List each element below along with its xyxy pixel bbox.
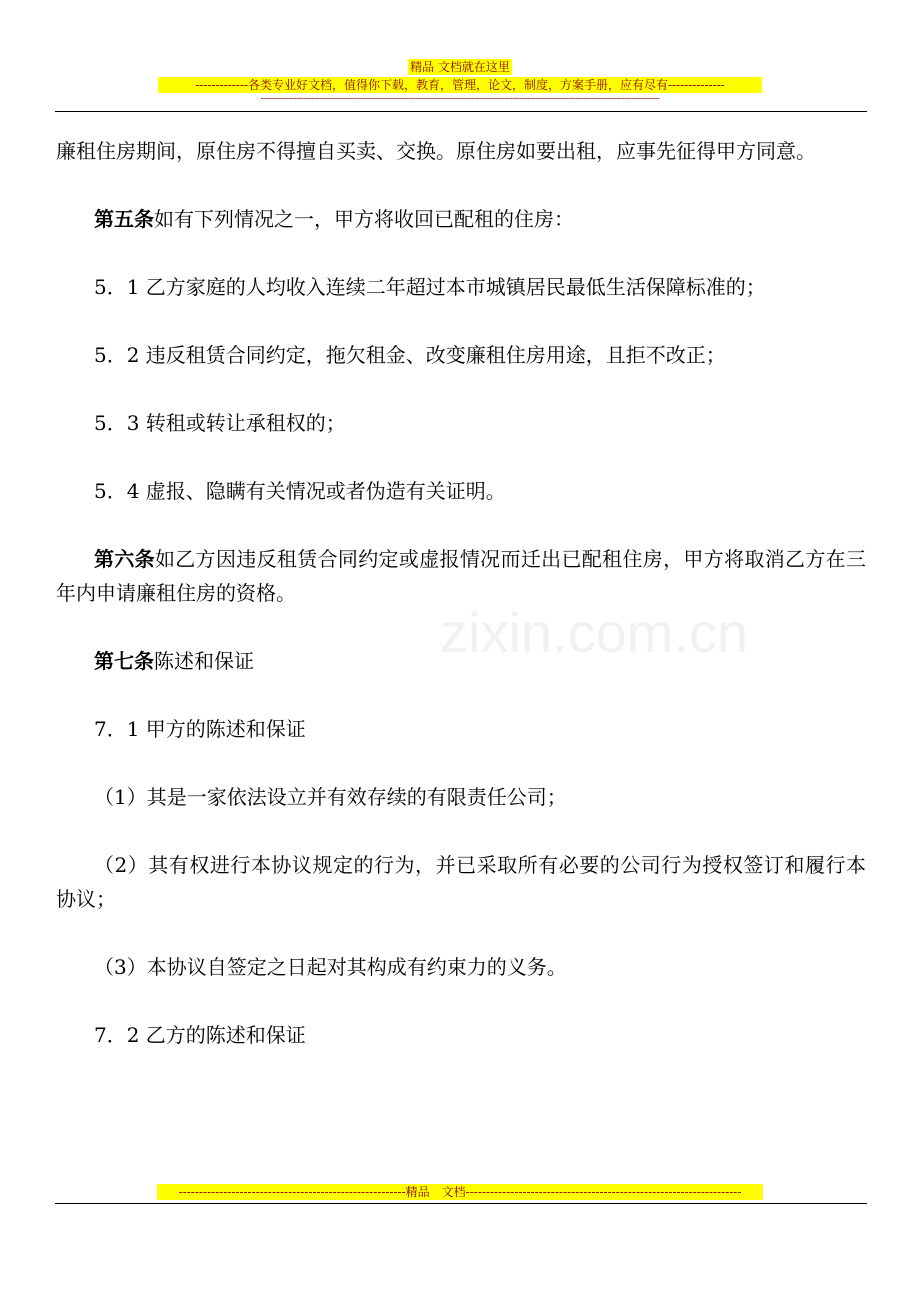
article-text: 陈述和保证: [154, 649, 254, 673]
header-title: 精品 文档就在这里: [410, 60, 510, 74]
watermark: zixin.com.cn: [440, 601, 749, 664]
clause-text: 5．4 虚报、隐瞒有关情况或者伪造有关证明。: [94, 479, 506, 503]
article-six: [56, 542, 866, 610]
clause-text: 5．1 乙方家庭的人均收入连续二年超过本市城镇居民最低生活保障标准的；: [94, 275, 766, 299]
item-text: （2）其有权进行本协议规定的行为，并已采取所有必要的公司行为授权签订和履行本协议；: [56, 853, 866, 911]
header-subtitle: -------------各类专业好文档，值得你下载，教育，管理，论文，制度，方案手册，应有尽有--------------: [158, 77, 762, 93]
article-heading: 第五条: [94, 207, 154, 231]
article-heading: 第七条: [94, 649, 154, 673]
clause-7-2: [56, 1018, 866, 1052]
clause-text: 5．3 转租或转让承租权的；: [94, 411, 346, 435]
page-header: [0, 56, 920, 105]
article-text: 如乙方因违反租赁合同约定或虚报情况而迁出已配租住房，甲方将取消乙方在三年内申请廉租住房的资格。: [56, 547, 867, 605]
clause-text: 5．2 违反租赁合同约定，拖欠租金、改变廉租住房用途，且拒不改正；: [94, 343, 726, 367]
document-body: [56, 134, 866, 1052]
clause-7-1: [56, 712, 866, 746]
clause-5-1: [56, 270, 866, 304]
item-1: [56, 780, 866, 814]
page-footer: --------------------------------------------------------精品 文档--------------------------------------------------------------------: [157, 1184, 763, 1200]
paragraph-continuation: [56, 134, 866, 168]
article-five: [56, 202, 866, 236]
item-text: （3）本协议自签定之日起对其构成有约束力的义务。: [94, 955, 567, 979]
clause-5-2: [56, 338, 866, 372]
header-dashes: -------------------------------------------------------------------------------------------------------------------------------------------------------------: [260, 94, 660, 104]
item-text: （1）其是一家依法设立并有效存续的有限责任公司；: [94, 785, 567, 809]
article-seven: [56, 644, 866, 678]
item-2: [56, 848, 866, 916]
article-heading: 第六条: [94, 547, 155, 571]
clause-text: 7．1 甲方的陈述和保证: [94, 717, 306, 741]
item-3: [56, 950, 866, 984]
article-text: 如有下列情况之一，甲方将收回已配租的住房：: [154, 207, 574, 231]
clause-5-3: [56, 406, 866, 440]
clause-text: 7．2 乙方的陈述和保证: [94, 1023, 306, 1047]
footer-rule: [55, 1203, 867, 1204]
header-rule: [55, 111, 867, 112]
paragraph-text: 廉租住房期间，原住房不得擅自买卖、交换。原住房如要出租，应事先征得甲方同意。: [56, 139, 816, 163]
clause-5-4: [56, 474, 866, 508]
